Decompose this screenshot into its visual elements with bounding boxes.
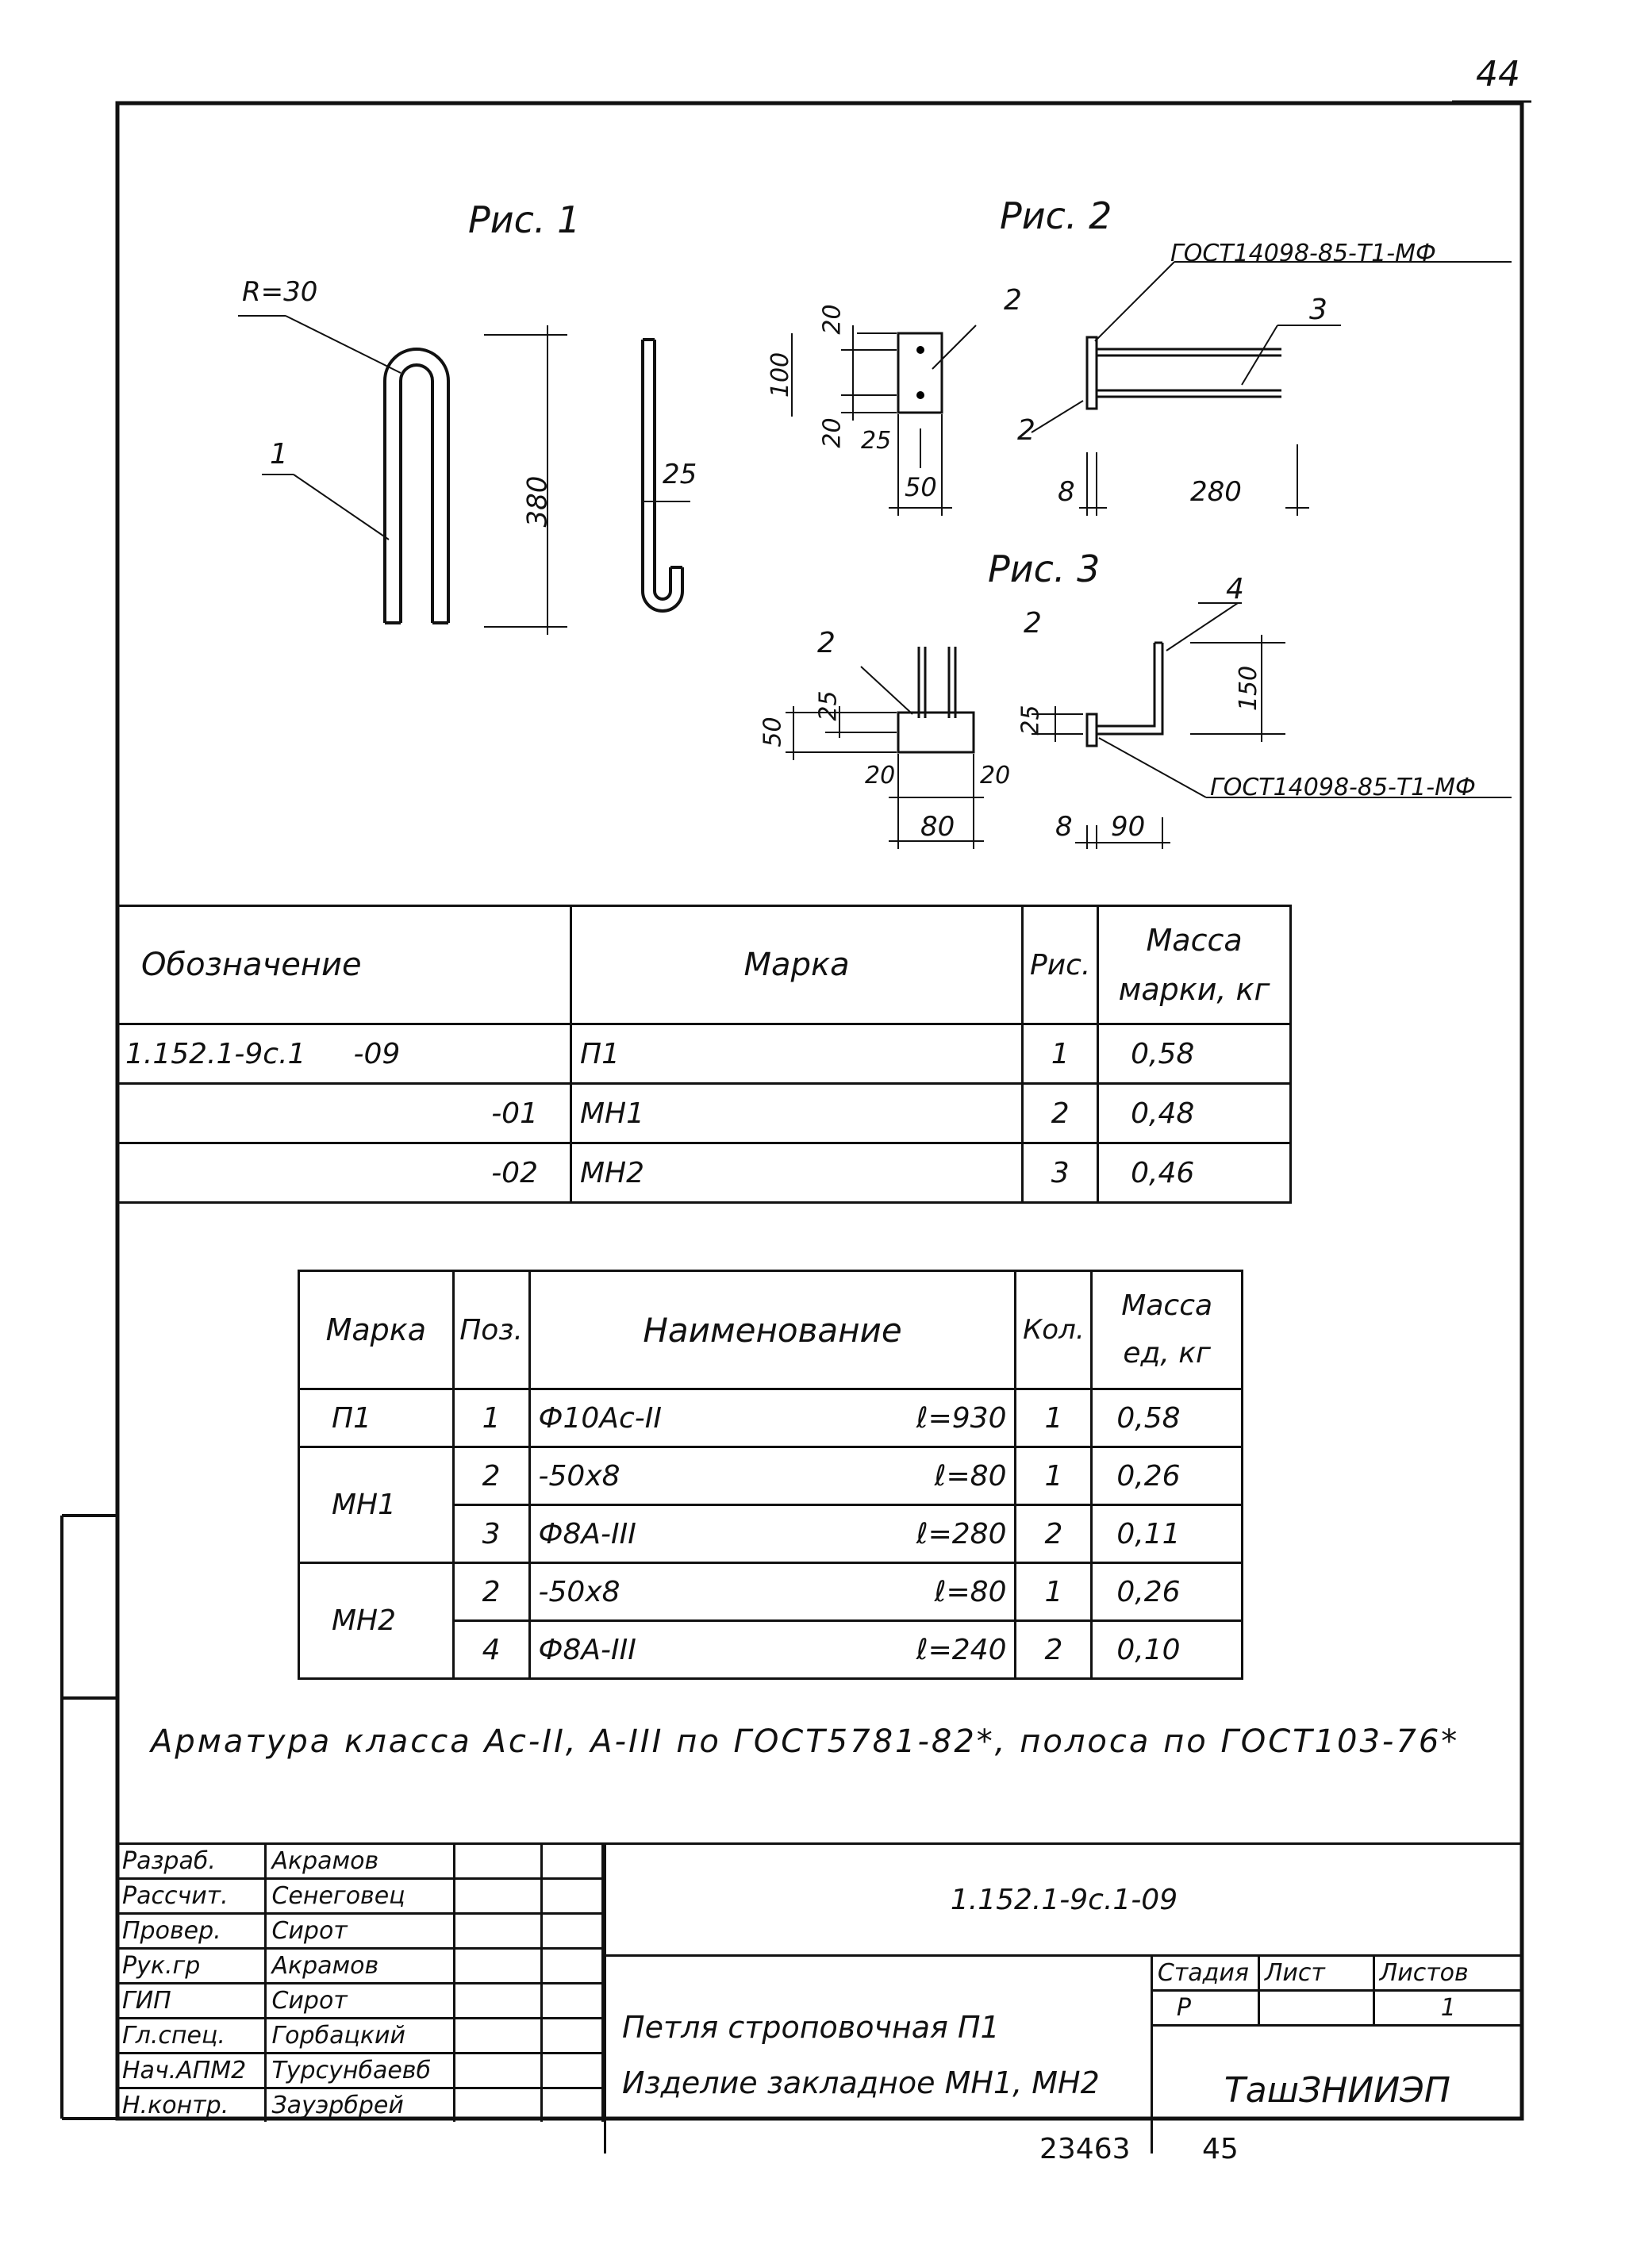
- spec-pos: 4: [453, 1621, 529, 1679]
- signature: [454, 1949, 541, 1984]
- stage-label: Стадия: [1151, 1956, 1258, 1991]
- person-name: Сирот: [266, 1984, 454, 2019]
- fig1-dimensions: [238, 316, 567, 635]
- stage-value: Р: [1151, 1991, 1258, 2026]
- footer-page: 45: [1202, 2133, 1239, 2165]
- marks-designation: 1.152.1-9с.1: [125, 1037, 306, 1070]
- sheet-label: Лист: [1258, 1956, 1373, 1991]
- signature: [454, 2054, 541, 2088]
- table-row: [117, 1143, 1291, 1203]
- spec-pos: 3: [453, 1505, 529, 1563]
- spec-mark: МН2: [299, 1563, 454, 1679]
- marks-mass: 0,46: [1098, 1143, 1291, 1203]
- marks-suffix: -02: [491, 1156, 538, 1189]
- marks-header-mass: Масса марки, кг: [1098, 906, 1291, 1024]
- inventory-number: 23463: [1039, 2133, 1131, 2165]
- table-row: [117, 1914, 603, 1949]
- drawing-title-line1: Петля строповочная П1: [622, 2010, 1000, 2045]
- role: Гл.спец.: [117, 2019, 266, 2054]
- spec-length: ℓ=280: [916, 1517, 1007, 1550]
- fig2-bar-pos: 3: [1309, 294, 1327, 326]
- marks-fig: 2: [1023, 1084, 1098, 1143]
- table-row: [117, 1024, 1291, 1084]
- spec-mass: 0,26: [1092, 1563, 1243, 1621]
- spec-header-mark: Марка: [299, 1271, 454, 1389]
- fig1-radius-label: R=30: [242, 276, 318, 308]
- role: Провер.: [117, 1914, 266, 1949]
- fig1-height-dim: 380: [521, 475, 554, 528]
- spec-header-pos: Поз.: [453, 1271, 529, 1389]
- marks-suffix: -01: [491, 1097, 538, 1130]
- title-block-main: [604, 1842, 1522, 2154]
- spec-header-name: Наименование: [529, 1271, 1016, 1389]
- fig1-title: Рис. 1: [468, 198, 581, 241]
- fig2-title: Рис. 2: [1000, 194, 1112, 237]
- fig3-side-view: [1032, 603, 1512, 849]
- spec-mass: 0,11: [1092, 1505, 1243, 1563]
- spec-name: Ф8А-III: [538, 1517, 636, 1550]
- fig2-gost: ГОСТ14098-85-Т1-МФ: [1170, 240, 1436, 267]
- person-name: Сирот: [266, 1914, 454, 1949]
- signature: [454, 2088, 541, 2123]
- signature: [454, 1984, 541, 2019]
- spec-name: -50х8: [538, 1575, 620, 1608]
- person-name: Сенеговец: [266, 1879, 454, 1914]
- fig3-dim-90: 90: [1111, 811, 1146, 843]
- fig2-side-pos: 2: [1017, 414, 1035, 447]
- person-name: Турсунбаевб: [266, 2054, 454, 2088]
- title-block-people: [117, 1842, 604, 2122]
- fig3-dim-inner: 25: [814, 690, 843, 721]
- fig3-plate-pos-top: 2: [1024, 607, 1042, 640]
- table-row: [117, 1984, 603, 2019]
- fig1-hook-dim: 25: [663, 459, 697, 490]
- person-name: Акрамов: [266, 1949, 454, 1984]
- fig3-dim-width: 80: [920, 811, 955, 843]
- spec-qty: 2: [1016, 1505, 1092, 1563]
- fig2-dim-height: 100: [766, 352, 795, 398]
- person-name: Зауэрбрей: [266, 2088, 454, 2123]
- marks-header-fig: Рис.: [1023, 906, 1098, 1024]
- sheets-label: Листов: [1373, 1956, 1522, 1991]
- marks-fig: 3: [1023, 1143, 1098, 1203]
- table-row: [117, 2019, 603, 2054]
- fig2-dim-bottom: 20: [818, 417, 847, 448]
- spec-header-row: [299, 1271, 1243, 1389]
- spec-length: ℓ=80: [934, 1459, 1007, 1493]
- fig3-dim-side: 25: [1016, 705, 1045, 736]
- table-row: [117, 1844, 603, 1879]
- fig2-plate-pos: 2: [1004, 284, 1022, 317]
- document-code: 1.152.1-9с.1-09: [605, 1844, 1523, 1956]
- marks-mark: МН2: [571, 1143, 1023, 1203]
- drawing-title-line2: Изделие закладное МН1, МН2: [622, 2065, 1100, 2100]
- marks-header-mark: Марка: [571, 906, 1023, 1024]
- fig3-dim-150: 150: [1235, 665, 1263, 712]
- spec-name: Ф10Ас-II: [538, 1401, 662, 1435]
- fig1-loop: [385, 349, 448, 623]
- spec-mark: МН1: [299, 1447, 454, 1563]
- role: Разраб.: [117, 1844, 266, 1879]
- spec-length: ℓ=80: [934, 1575, 1007, 1608]
- marks-mark: П1: [571, 1024, 1023, 1084]
- fig3-dim-right: 20: [980, 762, 1011, 790]
- spec-header-qty: Кол.: [1016, 1271, 1092, 1389]
- fig3-front: [898, 647, 974, 752]
- fig2-dim-side: 25: [861, 427, 892, 455]
- fig3-title: Рис. 3: [988, 548, 1101, 590]
- fig3-plate-pos: 2: [817, 627, 836, 659]
- fig2-plate: [898, 333, 942, 413]
- role: ГИП: [117, 1984, 266, 2019]
- role: Рук.гр: [117, 1949, 266, 1984]
- table-row: [117, 1949, 603, 1984]
- fig3-dim-left: 20: [865, 762, 896, 790]
- table-row: [299, 1563, 1243, 1621]
- spec-pos: 2: [453, 1563, 529, 1621]
- spec-qty: 2: [1016, 1621, 1092, 1679]
- spec-mass: 0,26: [1092, 1447, 1243, 1505]
- spec-mass: 0,58: [1092, 1389, 1243, 1447]
- sheets-value: 1: [1373, 1991, 1522, 2026]
- fig2-dim-top: 20: [818, 304, 847, 335]
- fig2-dim-width: 50: [905, 472, 937, 502]
- table-row: [117, 1879, 603, 1914]
- fig2-dim-length: 280: [1190, 476, 1242, 508]
- table-row: [299, 1447, 1243, 1505]
- organization: ТашЗНИИЭП: [1151, 2026, 1522, 2154]
- person-name: Акрамов: [266, 1844, 454, 1879]
- role: Нач.АПМ2: [117, 2054, 266, 2088]
- sheet-value: [1258, 1991, 1373, 2026]
- spec-qty: 1: [1016, 1563, 1092, 1621]
- spec-mass: 0,10: [1092, 1621, 1243, 1679]
- spec-length: ℓ=240: [916, 1633, 1007, 1666]
- spec-name: Ф8А-III: [538, 1633, 636, 1666]
- spec-qty: 1: [1016, 1389, 1092, 1447]
- table-row: [117, 2088, 603, 2123]
- reinforcement-note: Арматура класса Ас-II, А-III по ГОСТ5781-82*, полоса по ГОСТ103-76*: [151, 1723, 1460, 1760]
- marks-table: [117, 905, 1292, 1204]
- spec-mark: П1: [299, 1389, 454, 1447]
- role: Н.контр.: [117, 2088, 266, 2123]
- fig3-bar-pos: 4: [1226, 573, 1244, 605]
- spec-qty: 1: [1016, 1447, 1092, 1505]
- fig3-dim-thick: 8: [1055, 811, 1073, 843]
- signature: [454, 1879, 541, 1914]
- marks-suffix: -09: [353, 1037, 401, 1070]
- spec-header-mass: Масса ед, кг: [1092, 1271, 1243, 1389]
- spec-pos: 2: [453, 1447, 529, 1505]
- signature: [454, 1844, 541, 1879]
- fig1-pos-label: 1: [270, 438, 288, 471]
- role: Рассчит.: [117, 1879, 266, 1914]
- table-row: [299, 1389, 1243, 1447]
- fig2-dim-thick: 8: [1058, 476, 1075, 508]
- spec-table: [298, 1270, 1243, 1680]
- marks-mass: 0,48: [1098, 1084, 1291, 1143]
- table-row: [117, 1084, 1291, 1143]
- spec-length: ℓ=930: [916, 1401, 1007, 1435]
- fig2-side-view: [1032, 262, 1512, 516]
- spec-name: -50х8: [538, 1459, 620, 1493]
- signature: [454, 2019, 541, 2054]
- page-number: 44: [1476, 54, 1520, 94]
- fig3-dim-height: 50: [759, 717, 787, 747]
- person-name: Горбацкий: [266, 2019, 454, 2054]
- marks-mark: МН1: [571, 1084, 1023, 1143]
- marks-mass: 0,58: [1098, 1024, 1291, 1084]
- spec-pos: 1: [453, 1389, 529, 1447]
- fig3-gost: ГОСТ14098-85-Т1-МФ: [1210, 774, 1476, 801]
- marks-fig: 1: [1023, 1024, 1098, 1084]
- signature: [454, 1914, 541, 1949]
- marks-header-designation: Обозначение: [117, 906, 571, 1024]
- marks-header-row: [117, 906, 1291, 1024]
- table-row: [117, 2054, 603, 2088]
